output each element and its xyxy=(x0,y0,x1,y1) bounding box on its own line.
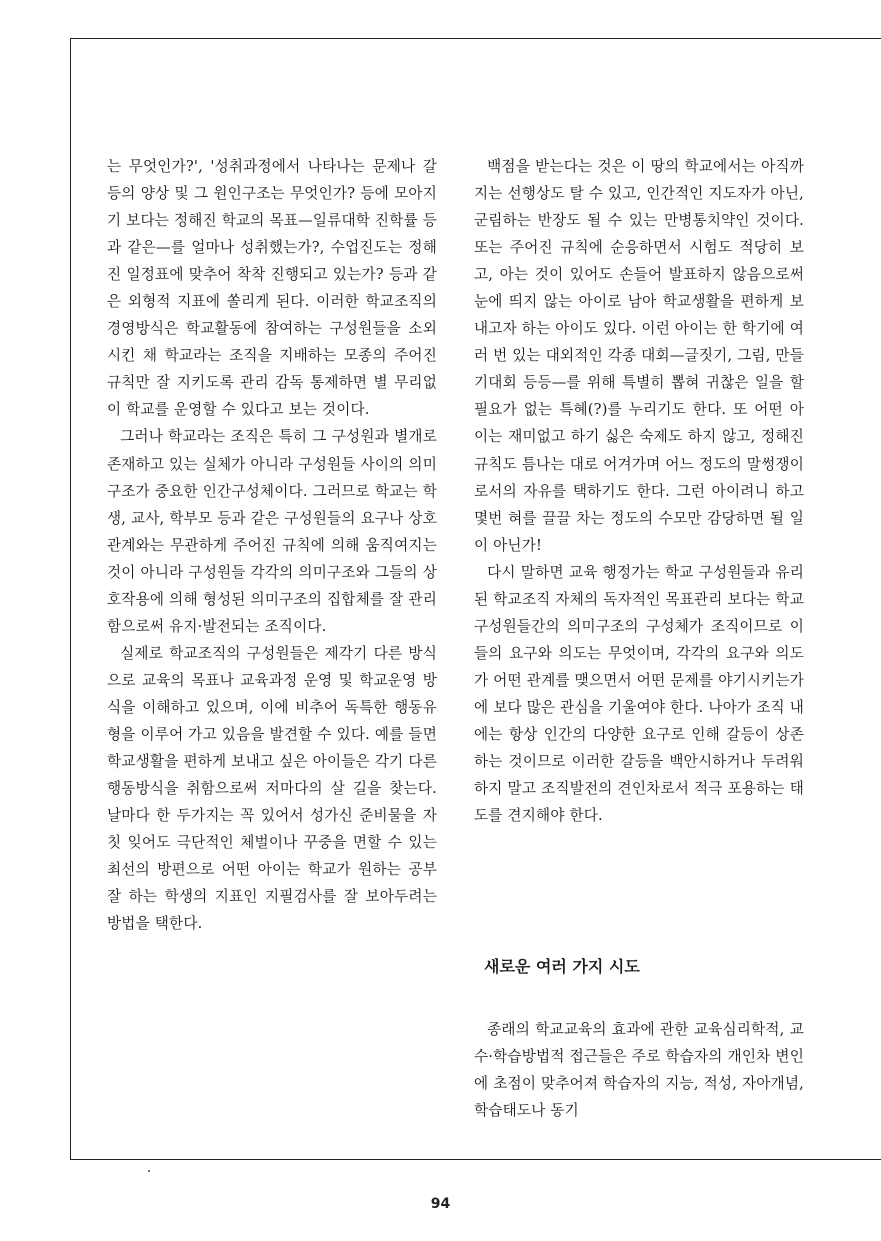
paragraph: 백점을 받는다는 것은 이 땅의 학교에서는 아직까지는 선행상도 탈 수 있고, 인간적인 지도자가 아닌, 군림하는 반장도 될 수 있는 만병통치약인 것이다. 또는 주어진 규칙에 순응하면서 시험도 적당히 보고, 아는 것이 있어도 손들어 발표하지 않음으로써 눈에 띄지 않는 아이로 남아 학교생활을 편하게 보내고자 하는 아이도 있다. 이런 아이는 한 학기에 여러 번 있는 대외적인 각종 대회—글짓기, 그림, 만들기대회 등등—를 위해 특별히 뽑혀 귀찮은 일을 할 필요가 없는 특혜(?)를 누리기도 한다. 또 어떤 아이는 재미없고 하기 싫은 숙제도 하지 않고, 정해진 규칙도 틈나는 대로 어겨가며 어느 정도의 말썽쟁이로서의 자유를 택하기도 한다. 그런 아이려니 하고 몇번 혀를 끌끌 차는 정도의 수모만 감당하면 될 일이 아닌가! xyxy=(474,158,804,554)
section-body xyxy=(474,1016,804,1124)
paragraph: 실제로 학교조직의 구성원들은 제각기 다른 방식으로 교육의 목표나 교육과정 운영 및 학교운영 방식을 이해하고 있으며, 이에 비추어 독특한 행동유형을 이루어 가고 있음을 발견할 수 있다. 예를 들면 학교생활을 편하게 보내고 싶은 아이들은 각기 다른 행동방식을 취함으로써 저마다의 살 길을 찾는다. 날마다 한 두가지는 꼭 있어서 성가신 준비물을 자칫 잊어도 극단적인 체벌이나 꾸중을 면할 수 있는 최선의 방편으로 어떤 아이는 학교가 원하는 공부 잘 하는 학생의 지표인 지필검사를 잘 보아두려는 방법을 택한다. xyxy=(107,644,437,933)
paragraph: 다시 말하면 교육 행정가는 학교 구성원들과 유리된 학교조직 자체의 독자적인 목표관리 보다는 학교 구성원들간의 의미구조의 구성체가 조직이므로 이들의 요구와 의도는 무엇이며, 각각의 요구와 의도가 어떤 관계를 맺으면서 어떤 문제를 야기시키는가에 보다 많은 관심을 기울여야 한다. 나아가 조직 내에는 항상 인간의 다양한 요구로 인해 갈등이 상존하는 것이므로 이러한 갈등을 백안시하거나 두려워하지 말고 조직발전의 견인차로서 적극 포용하는 태도를 견지해야 한다. xyxy=(474,563,804,825)
section-heading: 새로운 여러 가지 시도 xyxy=(484,957,640,976)
left-column xyxy=(107,153,437,937)
paragraph: 는 무엇인가?', '성취과정에서 나타나는 문제나 갈등의 양상 및 그 원인구조는 무엇인가? 등에 모아지기 보다는 정해진 학교의 목표—일류대학 진학률 등과 같은—를 얼마나 성취했는가?, 수업진도는 정해진 일정표에 맞추어 착착 진행되고 있는가? 등과 같은 외형적 지표에 쏠리게 된다. 이러한 학교조직의 경영방식은 학교활동에 참여하는 구성원들을 소외시킨 채 학교라는 조직을 지배하는 모종의 주어진 규칙만 잘 지키도록 관리 감독 통제하면 별 무리없이 학교를 운영할 수 있다고 보는 것이다. xyxy=(107,158,437,419)
paragraph: 종래의 학교교육의 효과에 관한 교육심리학적, 교수·학습방법적 접근들은 주로 학습자의 개인차 변인에 초점이 맞추어져 학습자의 지능, 적성, 자아개념, 학습태도나 동기 xyxy=(474,1021,804,1120)
page-number: 94 xyxy=(430,1196,451,1212)
paragraph: 그러나 학교라는 조직은 특히 그 구성원과 별개로 존재하고 있는 실체가 아니라 구성원들 사이의 의미구조가 중요한 인간구성체이다. 그러므로 학교는 학생, 교사, 학부모 등과 같은 구성원들의 요구나 상호관계와는 무관하게 주어진 규칙에 의해 움직여지는 것이 아니라 구성원들 각각의 의미구조와 그들의 상호작용에 의해 형성된 의미구조의 집합체를 잘 관리함으로써 유지·발전되는 조직이다. xyxy=(107,428,437,635)
right-column xyxy=(474,153,804,829)
scan-dot xyxy=(148,1170,150,1172)
